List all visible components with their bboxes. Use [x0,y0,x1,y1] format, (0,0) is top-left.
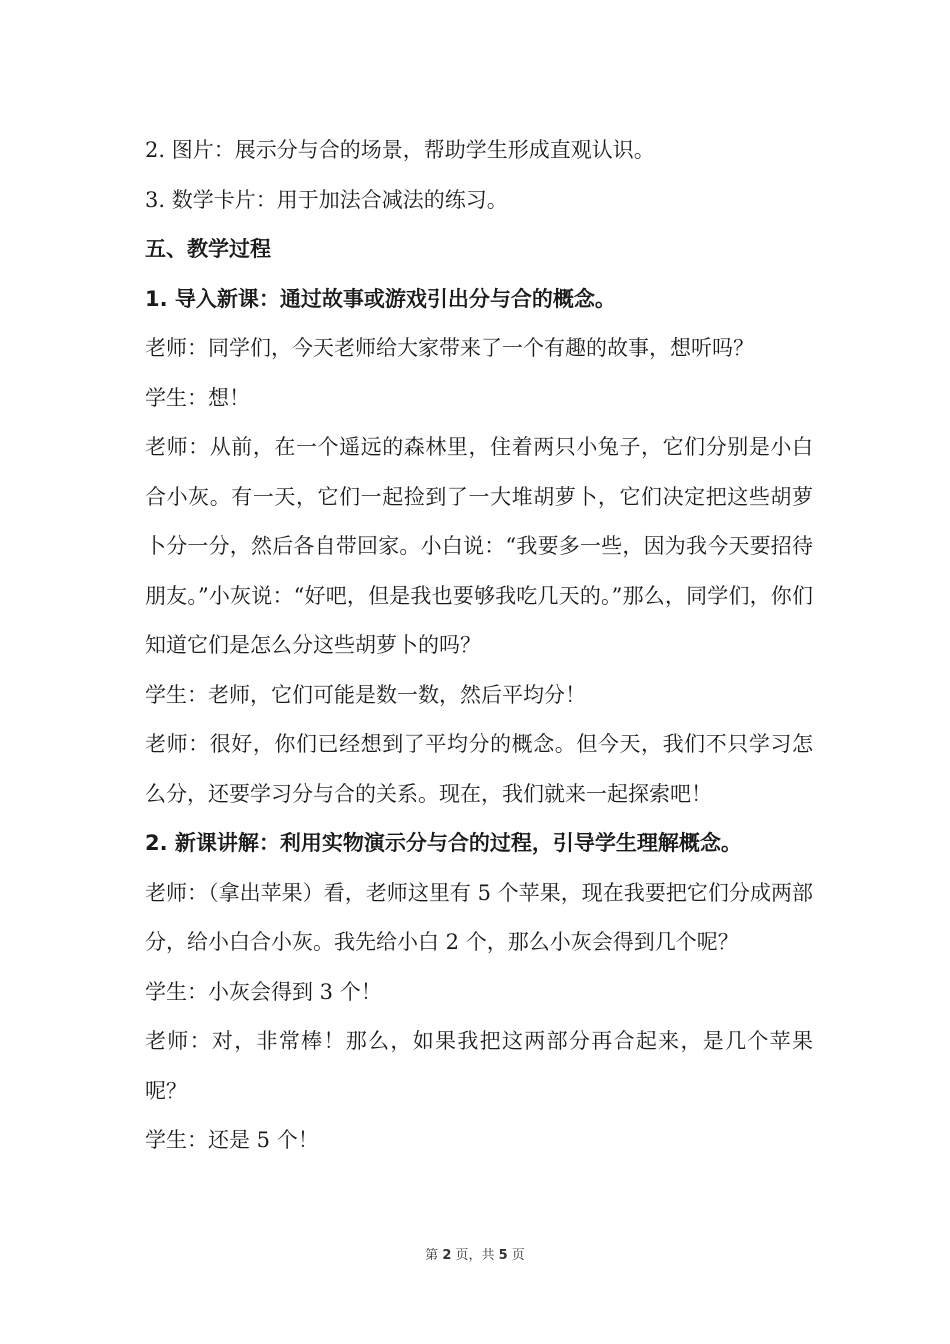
paragraph: 老师：从前，在一个遥远的森林里，住着两只小兔子，它们分别是小白合小灰。有一天，它们一起捡到了一大堆胡萝卜，它们决定把这些胡萝卜分一分，然后各自带回家。小白说：“我要多一些，因为我今天要招待朋友。”小灰说：“好吧，但是我也要够我吃几天的。”那么，同学们，你们知道它们是怎么分这些胡萝卜的吗？ [145,435,813,657]
current-page-number: 2 [442,1248,452,1263]
paragraph: 老师：对，非常棒！那么，如果我把这两部分再合起来，是几个苹果呢？ [145,1029,813,1103]
paragraph: 3. 数学卡片：用于加法合减法的练习。 [145,187,508,212]
paragraph: 学生：想！ [145,385,250,410]
footer-middle: 页，共 [451,1248,499,1263]
footer-prefix: 第 [425,1248,443,1263]
total-page-number: 5 [498,1248,508,1263]
paragraph: 学生：老师，它们可能是数一数，然后平均分！ [145,682,586,707]
subsection-heading: 2. 新课讲解：利用实物演示分与合的过程，引导学生理解概念。 [145,831,742,855]
paragraph: 学生：还是 5 个！ [145,1128,319,1152]
footer-suffix: 页 [507,1248,525,1263]
paragraph: 老师：同学们，今天老师给大家带来了一个有趣的故事，想听吗？ [145,336,754,360]
page-footer [0,1244,950,1263]
paragraph: 老师：（拿出苹果）看，老师这里有 5 个苹果，现在我要把它们分成两部分，给小白合小灰。我先给小白 2 个，那么小灰会得到几个呢？ [145,880,813,954]
section-heading: 五、教学过程 [145,237,271,261]
page-body [145,126,813,1166]
subsection-heading: 1. 导入新课：通过故事或游戏引出分与合的概念。 [145,286,616,311]
paragraph: 2. 图片：展示分与合的场景，帮助学生形成直观认识。 [145,138,655,162]
paragraph: 学生：小灰会得到 3 个！ [145,979,382,1004]
paragraph: 老师：很好，你们已经想到了平均分的概念。但今天，我们不只学习怎么分，还要学习分与合的关系。现在，我们就来一起探索吧！ [145,732,813,806]
